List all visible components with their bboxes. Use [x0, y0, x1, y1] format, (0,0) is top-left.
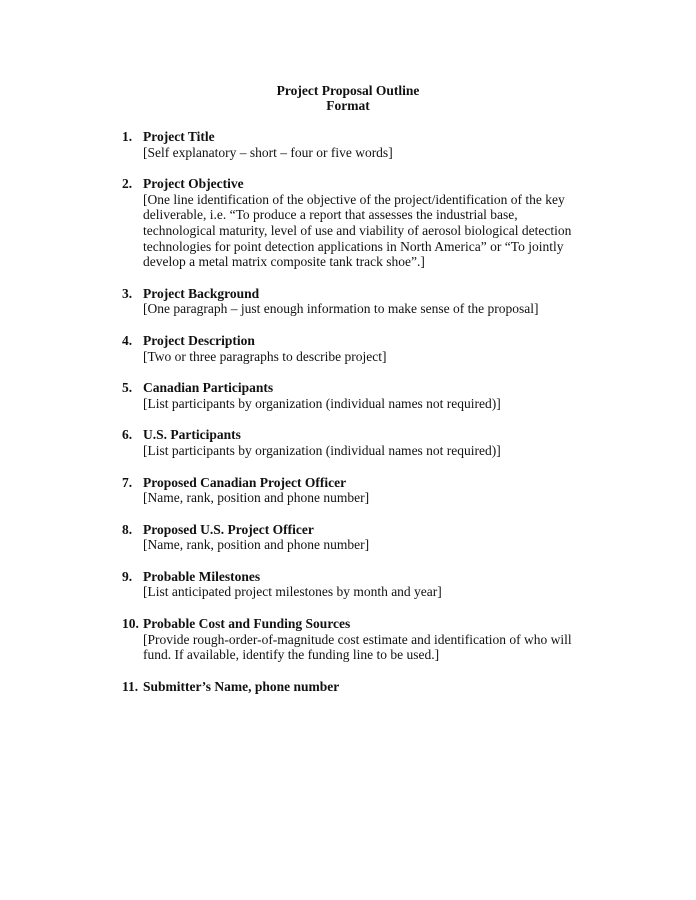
item-heading: Project Title	[143, 129, 215, 144]
item-description: [Name, rank, position and phone number]	[143, 537, 370, 553]
item-description: [Name, rank, position and phone number]	[143, 490, 370, 506]
outline-list	[122, 129, 592, 694]
item-description: [One paragraph – just enough information to make sense of the proposal]	[143, 301, 539, 317]
document-title: Project Proposal Outline	[276, 83, 420, 98]
outline-item-us-participants	[122, 427, 592, 458]
item-heading: U.S. Participants	[143, 427, 241, 443]
item-heading: Probable Milestones	[143, 568, 261, 584]
item-number: 11.	[122, 678, 139, 694]
item-description: [Provide rough-order-of-magnitude cost estimate and identification of who will fund. If available, identify the funding line to be used.]	[143, 631, 572, 663]
item-number: 2.	[122, 176, 133, 192]
outline-item-project-objective	[122, 176, 592, 270]
item-heading: Project Background	[143, 285, 260, 301]
item-number: 3.	[122, 285, 133, 301]
item-number: 10.	[122, 616, 139, 632]
item-number: 4.	[122, 332, 133, 348]
item-description: [List participants by organization (individual names not required)]	[143, 442, 501, 458]
outline-item-us-project-officer	[122, 522, 592, 553]
item-heading: Probable Cost and Funding Sources	[143, 616, 351, 632]
item-heading: Proposed Canadian Project Officer	[143, 474, 347, 490]
item-heading: Project Description	[143, 332, 255, 348]
item-heading: Project Objective	[143, 176, 244, 192]
item-heading: Proposed U.S. Project Officer	[143, 521, 314, 537]
outline-item-project-description	[122, 333, 592, 364]
document-subtitle: Format	[326, 98, 370, 113]
item-number: 9.	[122, 568, 133, 584]
item-description: [List anticipated project milestones by month and year]	[143, 584, 442, 600]
item-heading: Submitter’s Name, phone number	[143, 678, 340, 694]
item-description: [Self explanatory – short – four or five words]	[143, 144, 393, 160]
outline-item-cost-and-funding	[122, 616, 592, 663]
item-number: 8.	[122, 521, 133, 537]
item-number: 1.	[122, 129, 133, 144]
item-heading: Canadian Participants	[143, 380, 274, 396]
item-number: 7.	[122, 474, 133, 490]
outline-item-canadian-project-officer	[122, 475, 592, 506]
outline-item-probable-milestones	[122, 569, 592, 600]
outline-item-submitter	[122, 679, 592, 695]
item-description: [Two or three paragraphs to describe project]	[143, 348, 387, 364]
outline-item-canadian-participants	[122, 380, 592, 411]
item-number: 5.	[122, 380, 133, 396]
item-number: 6.	[122, 427, 133, 443]
item-description: [List participants by organization (individual names not required)]	[143, 395, 501, 411]
item-description: [One line identification of the objective of the project/identification of the key deliverable, i.e. “To produce a report that assesses the industrial base, technological maturity, level of use and viability of aerosol biological detection technologies for point detection applications in North America” or “To jointly develop a metal matrix composite tank track shoe”.]	[143, 191, 572, 270]
outline-item-project-background	[122, 286, 592, 317]
outline-item-project-title	[122, 129, 592, 160]
